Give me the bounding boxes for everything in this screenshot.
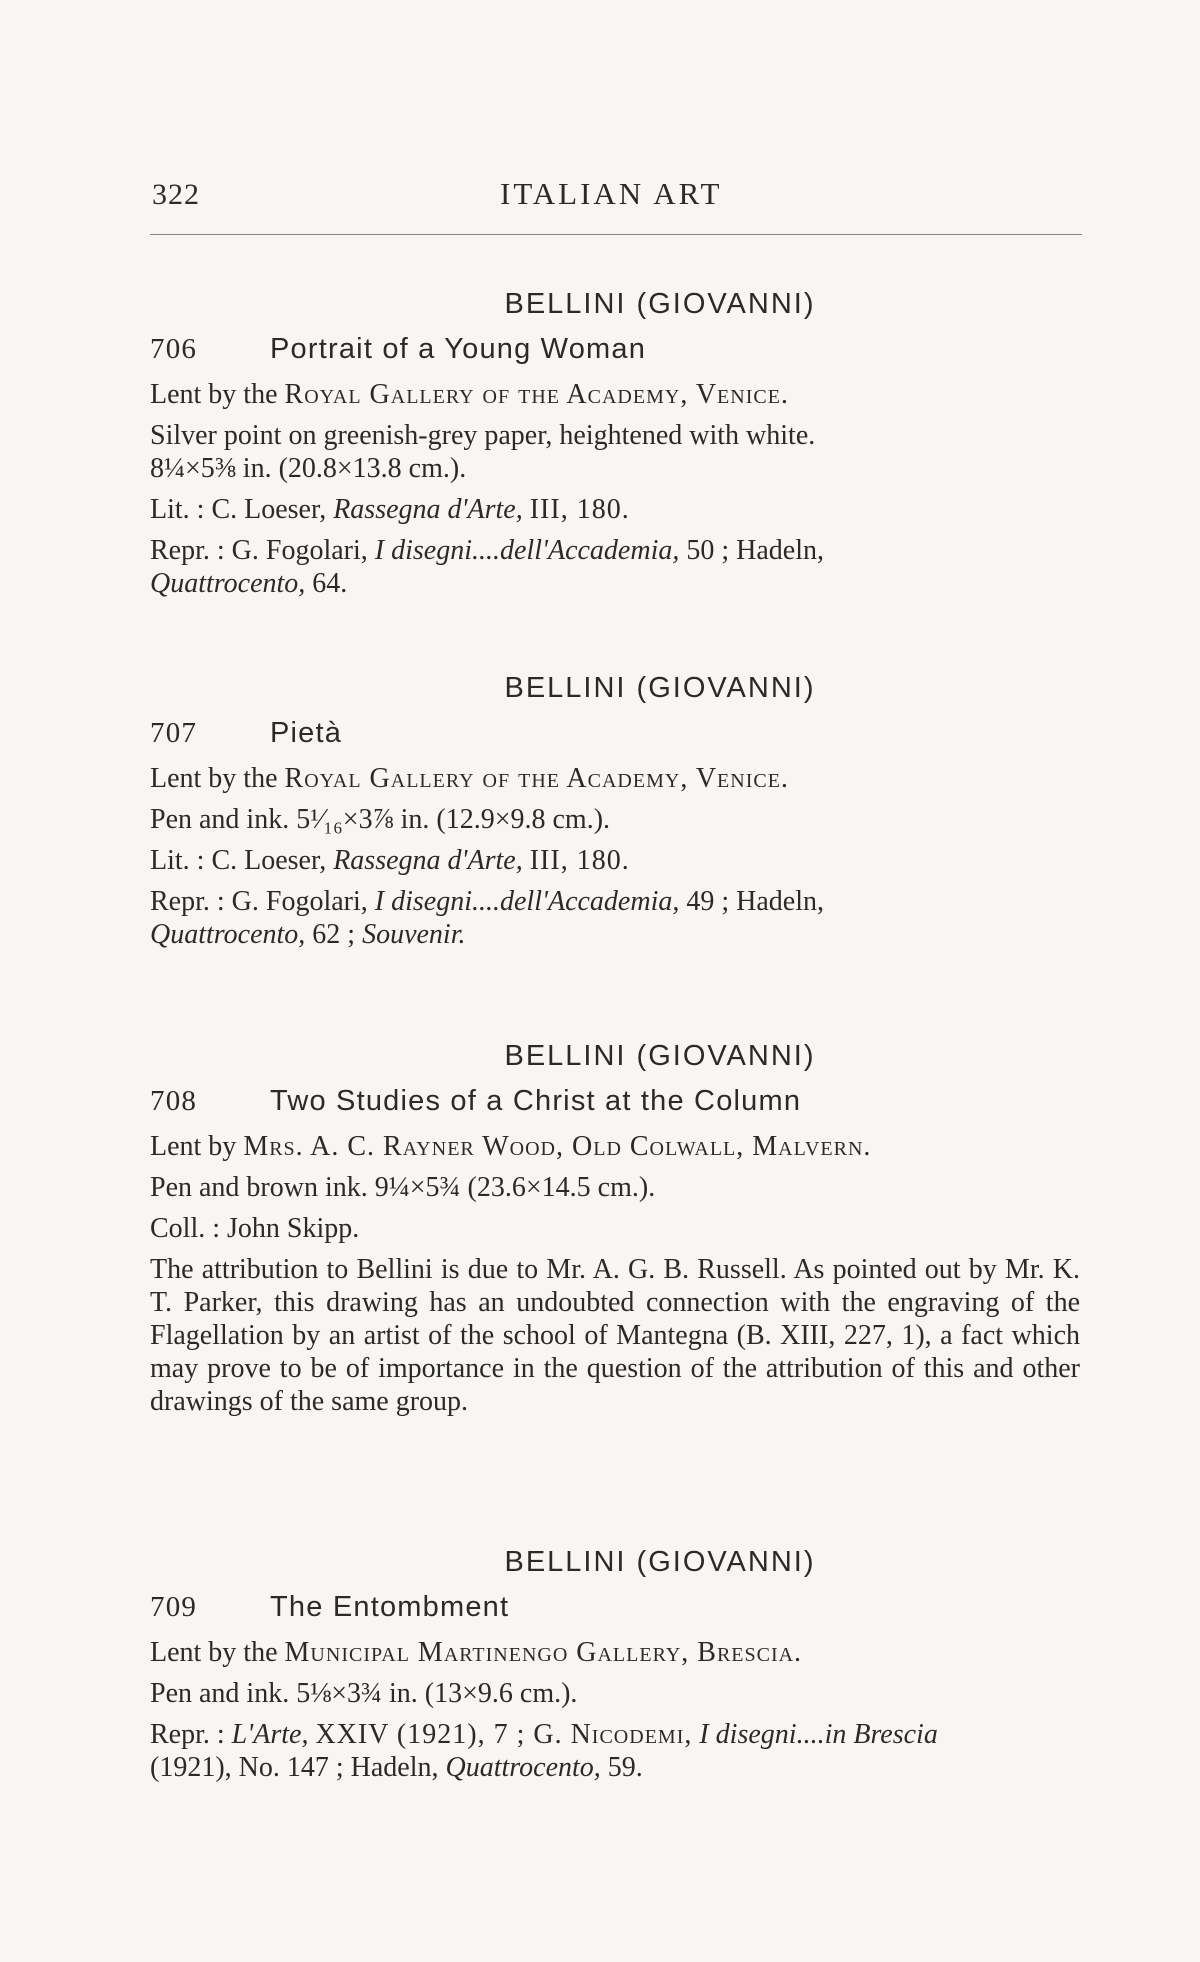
repr-title-3: Quattrocento, [445,1752,601,1783]
lender-line [150,378,1100,411]
lit-author: C. Loeser, [211,494,327,525]
repr-rest: 49 ; Hadeln, [686,886,824,917]
artist-heading: BELLINI (GIOVANNI) [504,1040,816,1072]
medium-dimensions-line: Pen and brown ink. 9¼×5¾ (23.6×14.5 cm.). [150,1172,656,1203]
lent-prefix: Lent by the [150,763,278,794]
medium-dimensions-line: Pen and ink. 5¹⁄₁₆×3⅞ in. (12.9×9.8 cm.). [150,804,611,835]
entry-number: 708 [150,1085,198,1117]
lender-line [150,762,1100,795]
lender-line [150,1130,1100,1163]
entry-title: Pietà [270,717,343,749]
entry-title-line [150,1085,1100,1118]
entry-title-line [150,1591,1100,1624]
lent-prefix: Lent by the [150,379,278,410]
lit-title: Rassegna d'Arte, [333,494,523,525]
repr-label: Repr. : [150,1719,225,1750]
medium-line: Silver point on greenish-grey paper, heightened with white. [150,420,816,451]
catalogue-entry-708 [150,1040,1100,1418]
entry-title-line [150,717,1100,750]
reproduction-line [150,885,1100,918]
entry-title: Portrait of a Young Woman [270,333,647,365]
repr-rest-2: 64. [312,568,348,599]
artist-heading: BELLINI (GIOVANNI) [504,1546,816,1578]
artist-heading: BELLINI (GIOVANNI) [504,672,816,704]
lender-name: Royal Gallery of the Academy, Venice. [284,379,789,410]
running-head: ITALIAN ART [500,176,723,211]
repr-label: Repr. : [150,535,225,566]
lent-prefix: Lent by the [150,1637,278,1668]
entry-number: 709 [150,1591,198,1623]
entry-title: The Entombment [270,1591,510,1623]
lender-line [150,1636,1100,1669]
lit-rest: III, 180. [529,494,630,525]
lit-label: Lit. : [150,845,205,876]
reproduction-line-2 [150,567,1100,600]
lit-rest: III, 180. [529,845,630,876]
literature-line [150,493,1100,526]
repr-label: Repr. : [150,886,225,917]
repr-author: G. Fogolari, [231,886,368,917]
dimensions-line: 8¼×5⅜ in. (20.8×13.8 cm.). [150,453,467,484]
repr-rest-3: 59. [607,1752,643,1783]
reproduction-line [150,534,1100,567]
lit-label: Lit. : [150,494,205,525]
catalogue-entry-709 [150,1546,1100,1792]
repr-title-2: Quattrocento, [150,568,306,599]
repr-author: G. Fogolari, [231,535,368,566]
repr-title: I disegni....dell'Accademia, [374,535,680,566]
attribution-note: The attribution to Bellini is due to Mr. A. G. B. Russell. As pointed out by Mr. K. T. Parker, this drawing has an undoubted connection with the engraving of the Flagellation by an artist of the school of Mantegna (B. XIII, 227, 1), a fact which may prove to be of importance in the question of the attribution of this and other drawings of the same group. [150,1254,1080,1417]
medium-dimensions-line: Pen and ink. 5⅛×3¾ in. (13×9.6 cm.). [150,1678,578,1709]
entry-number: 707 [150,717,198,749]
repr-rest-2: (1921), No. 147 ; Hadeln, [150,1752,439,1783]
repr-title-3: Souvenir. [362,919,466,950]
repr-title: L'Arte, [231,1719,309,1750]
lender-name: Royal Gallery of the Academy, Venice. [284,763,789,794]
reproduction-line-2 [150,1751,1100,1784]
reproduction-line-2 [150,918,1100,951]
collection-line: Coll. : John Skipp. [150,1213,360,1244]
repr-rest: 50 ; Hadeln, [686,535,824,566]
lent-prefix: Lent by [150,1131,237,1162]
repr-rest-2: 62 ; [312,919,356,950]
repr-title-2: I disegni....in Brescia [699,1719,938,1750]
page-number: 322 [152,178,200,211]
catalogue-entry-706 [150,288,1100,608]
repr-title: I disegni....dell'Accademia, [374,886,680,917]
reproduction-line [150,1718,1100,1751]
repr-title-2: Quattrocento, [150,919,306,950]
lender-name: Municipal Martinengo Gallery, Brescia. [284,1637,803,1668]
header-rule [150,234,1082,235]
catalogue-entry-707 [150,672,1100,959]
entry-title: Two Studies of a Christ at the Column [270,1085,802,1117]
lit-title: Rassegna d'Arte, [333,845,523,876]
literature-line [150,844,1100,877]
entry-number: 706 [150,333,198,365]
lit-author: C. Loeser, [211,845,327,876]
artist-heading: BELLINI (GIOVANNI) [504,288,816,320]
entry-title-line [150,333,1100,366]
lender-name: Mrs. A. C. Rayner Wood, Old Colwall, Malvern. [243,1131,872,1162]
repr-rest: XXIV (1921), 7 ; G. Nicodemi, [315,1719,693,1750]
